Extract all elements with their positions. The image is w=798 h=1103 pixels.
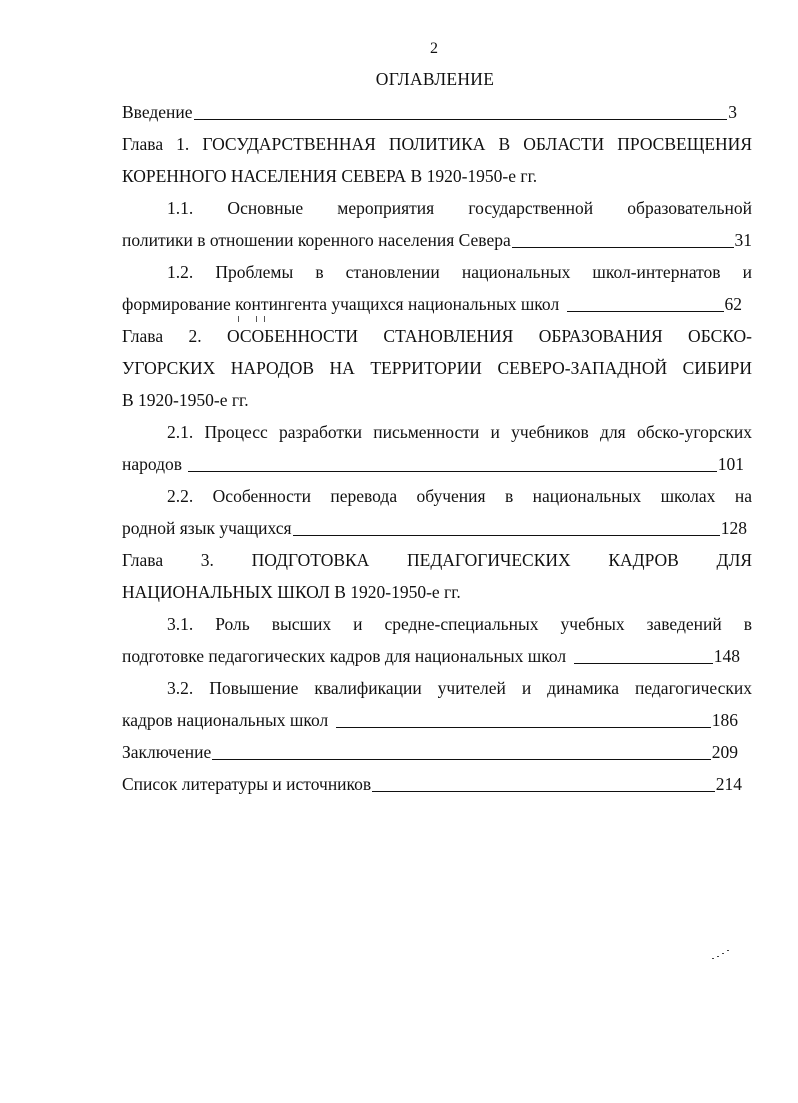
dot-leader: [194, 119, 728, 120]
dot-leader: [372, 791, 715, 792]
toc-page-number: 148: [713, 646, 740, 666]
toc-entry-label: Введение: [122, 102, 193, 122]
table-of-contents: [122, 96, 752, 800]
toc-page-number: 214: [715, 774, 742, 794]
toc-page-number: 3: [728, 102, 737, 122]
section-3-2-heading[interactable]: 3.2. Повышение квалификации учителей и динамика педагогических: [167, 678, 752, 698]
section-2-1-heading[interactable]: 2.1. Процесс разработки письменности и учебников для обско-угорских: [167, 422, 752, 442]
chapter-2-heading-cont[interactable]: УГОРСКИХ НАРОДОВ НА ТЕРРИТОРИИ СЕВЕРО-ЗАПАДНОЙ СИБИРИ: [122, 358, 752, 378]
toc-page-number: 31: [734, 230, 752, 250]
toc-page-number: 62: [724, 294, 742, 314]
toc-entry-label: Список литературы и источников: [122, 774, 372, 794]
toc-title: ОГЛАВЛЕНИЕ: [375, 69, 495, 89]
toc-entry-section-1-2[interactable]: [122, 288, 742, 320]
toc-entry-label: Заключение: [122, 742, 212, 762]
toc-entry-label: народов: [122, 454, 183, 474]
page-number: 2: [430, 40, 438, 57]
chapter-3-heading[interactable]: Глава 3. ПОДГОТОВКА ПЕДАГОГИЧЕСКИХ КАДРОВ ДЛЯ: [122, 550, 752, 570]
toc-page-number: 186: [711, 710, 738, 730]
toc-page-number: 101: [717, 454, 744, 474]
chapter-1-heading-cont[interactable]: КОРЕННОГО НАСЕЛЕНИЯ СЕВЕРА В 1920-1950-е гг.: [122, 166, 538, 186]
toc-entry-section-2-1[interactable]: [122, 448, 744, 480]
toc-page-number: 209: [711, 742, 738, 762]
dot-leader: [512, 247, 734, 248]
dot-leader: [212, 759, 711, 760]
toc-entry-label: подготовке педагогических кадров для национальных школ: [122, 646, 567, 666]
dot-leader: [188, 471, 717, 472]
chapter-2-heading-cont-2[interactable]: В 1920-1950-е гг.: [122, 390, 249, 410]
toc-entry-conclusion[interactable]: [122, 736, 738, 768]
scan-artifact: [712, 948, 732, 962]
section-2-2-heading[interactable]: 2.2. Особенности перевода обучения в национальных школах на: [167, 486, 752, 506]
dot-leader: [567, 311, 723, 312]
chapter-2-heading[interactable]: Глава 2. ОСОБЕННОСТИ СТАНОВЛЕНИЯ ОБРАЗОВАНИЯ ОБСКО-: [122, 326, 752, 346]
toc-entry-section-1-1[interactable]: [122, 224, 752, 256]
chapter-1-heading[interactable]: Глава 1. ГОСУДАРСТВЕННАЯ ПОЛИТИКА В ОБЛАСТИ ПРОСВЕЩЕНИЯ: [122, 134, 752, 154]
toc-entry-label: политики в отношении коренного населения Севера: [122, 230, 511, 250]
section-1-2-heading[interactable]: 1.2. Проблемы в становлении национальных школ-интернатов и: [167, 262, 752, 282]
toc-entry-section-2-2[interactable]: [122, 512, 747, 544]
toc-entry-section-3-2[interactable]: [122, 704, 738, 736]
section-3-1-heading[interactable]: 3.1. Роль высших и средне-специальных учебных заведений в: [167, 614, 752, 634]
toc-entry-bibliography[interactable]: [122, 768, 742, 800]
toc-entry-label: кадров национальных школ: [122, 710, 329, 730]
toc-entry-section-3-1[interactable]: [122, 640, 740, 672]
chapter-3-heading-cont[interactable]: НАЦИОНАЛЬНЫХ ШКОЛ В 1920-1950-е гг.: [122, 582, 461, 602]
dot-leader: [293, 535, 720, 536]
dot-leader: [574, 663, 713, 664]
toc-entry-label: родной язык учащихся: [122, 518, 292, 538]
toc-entry-intro[interactable]: [122, 96, 737, 128]
section-1-1-heading[interactable]: 1.1. Основные мероприятия государственной образовательной: [167, 198, 752, 218]
toc-page-number: 128: [720, 518, 747, 538]
dot-leader: [336, 727, 711, 728]
toc-entry-label: формирование контингента учащихся национальных школ: [122, 294, 560, 314]
